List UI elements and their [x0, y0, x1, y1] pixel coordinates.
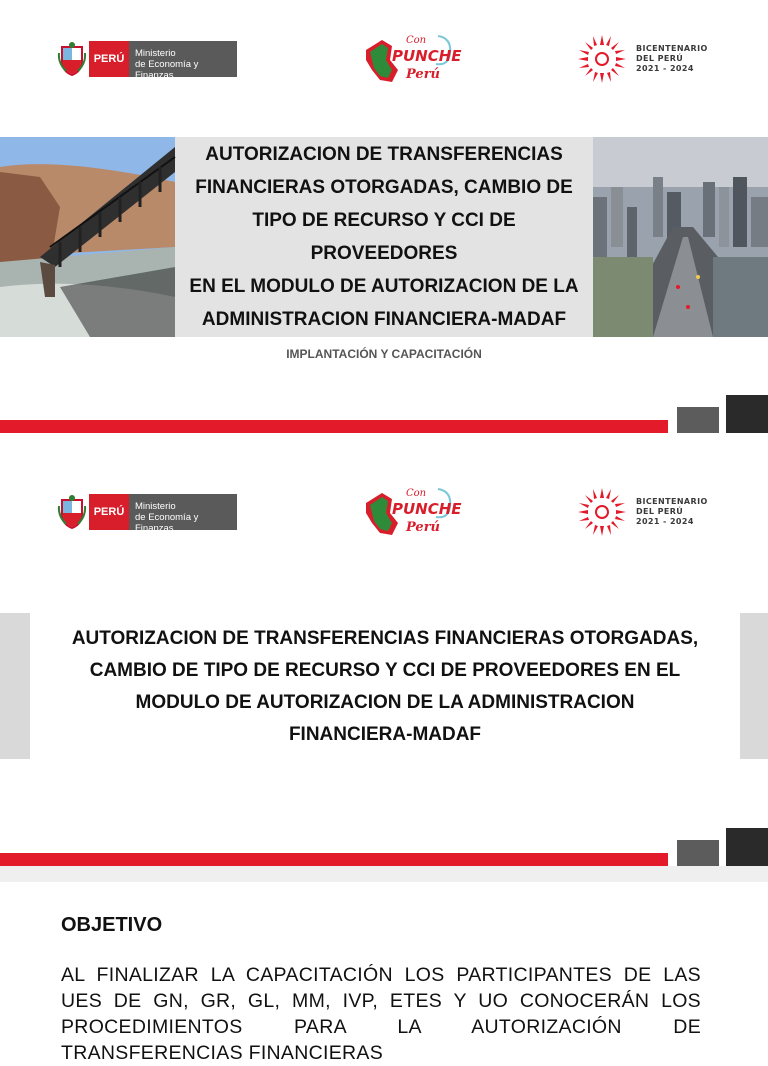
cover-title-line: EN EL MODULO DE AUTORIZACION DE LA: [189, 276, 579, 297]
cover-title-line: TIPO DE RECURSO Y CCI DE PROVEEDORES: [252, 210, 516, 264]
mef-country-label: PERÚ: [89, 494, 129, 530]
left-accent-bar: [0, 613, 30, 759]
peru-coat-of-arms-icon: [58, 41, 86, 77]
slide-title-line: AUTORIZACION DE TRANSFERENCIAS FINANCIERAS OTORGADAS,: [71, 628, 699, 649]
bicentenario-text: [636, 497, 708, 527]
punche-line3: Perú: [406, 67, 440, 82]
punche-line2: PUNCHE: [392, 47, 462, 65]
bicentenario-line2: DEL PERÚ: [636, 54, 684, 63]
slide-title-text: [60, 623, 710, 751]
footer-gray-block: [677, 840, 719, 866]
cover-title-line: ADMINISTRACION FINANCIERA-MADAF: [201, 309, 567, 330]
title-banner: [0, 137, 768, 337]
bicentenario-line1: BICENTENARIO: [636, 44, 708, 53]
bicentenario-sunburst-icon: [576, 33, 628, 85]
punche-line3: Perú: [406, 520, 440, 535]
punche-line1: Con: [406, 35, 427, 46]
slide-objective: [0, 866, 768, 1064]
footer-dark-block: [726, 395, 768, 433]
mef-ministry-line2: de Economía y Finanzas: [135, 512, 199, 534]
logo-bar: [0, 453, 768, 573]
bicentenario-line3: 2021 - 2024: [636, 64, 694, 73]
bicentenario-text: [636, 44, 708, 74]
slide-separator: [0, 866, 768, 882]
mef-ministry-label: [129, 494, 237, 534]
cover-title-line: AUTORIZACION DE TRANSFERENCIAS: [205, 144, 563, 165]
footer-gray-block: [677, 407, 719, 433]
punche-line2: PUNCHE: [392, 500, 462, 518]
slide-title-line: CAMBIO DE TIPO DE RECURSO Y CCI DE PROVEEDORES EN EL: [89, 660, 681, 681]
city-photo: [593, 137, 768, 337]
objective-heading: OBJETIVO: [61, 914, 163, 936]
logo-bar: [0, 0, 768, 120]
bicentenario-logo: [576, 486, 726, 538]
mef-ministry-line1: Ministerio: [135, 48, 176, 59]
mef-ministry-line1: Ministerio: [135, 501, 176, 512]
bicentenario-line2: DEL PERÚ: [636, 507, 684, 516]
bicentenario-line3: 2021 - 2024: [636, 517, 694, 526]
mef-logo: [58, 493, 238, 534]
objective-body: AL FINALIZAR LA CAPACITACIÓN LOS PARTICIPANTES DE LAS UES DE GN, GR, GL, MM, IVP, ETES Y UO CONOCERÁN LOS PROCEDIMIENTOS PARA LA AUTORIZACIÓN DE TRANSFERENCIAS FINANCIERAS: [61, 964, 701, 1064]
bridge-photo: [0, 137, 175, 337]
bicentenario-sunburst-icon: [576, 486, 628, 538]
right-accent-bar: [740, 613, 768, 759]
peru-coat-of-arms-icon: [58, 494, 86, 530]
slide-title: [0, 433, 768, 866]
mef-logo: [58, 40, 238, 81]
slide-cover: [0, 0, 768, 433]
mef-ministry-line2: de Economía y Finanzas: [135, 59, 199, 81]
cover-title-line: FINANCIERAS OTORGADAS, CAMBIO DE: [195, 177, 573, 198]
cover-subtitle: IMPLANTACIÓN Y CAPACITACIÓN: [286, 347, 482, 361]
mef-ministry-label: [129, 41, 237, 81]
slide-title-line: FINANCIERA-MADAF: [288, 724, 482, 745]
con-punche-peru-logo: [362, 30, 462, 86]
cover-title: [175, 137, 593, 337]
con-punche-peru-logo: [362, 483, 462, 539]
footer-red-bar: [0, 420, 668, 433]
punche-line1: Con: [406, 488, 427, 499]
footer-dark-block: [726, 828, 768, 866]
mef-country-label: PERÚ: [89, 41, 129, 77]
footer-red-bar: [0, 853, 668, 866]
bicentenario-logo: [576, 33, 726, 85]
slide-title-line: MODULO DE AUTORIZACION DE LA ADMINISTRACION: [135, 692, 635, 713]
bicentenario-line1: BICENTENARIO: [636, 497, 708, 506]
